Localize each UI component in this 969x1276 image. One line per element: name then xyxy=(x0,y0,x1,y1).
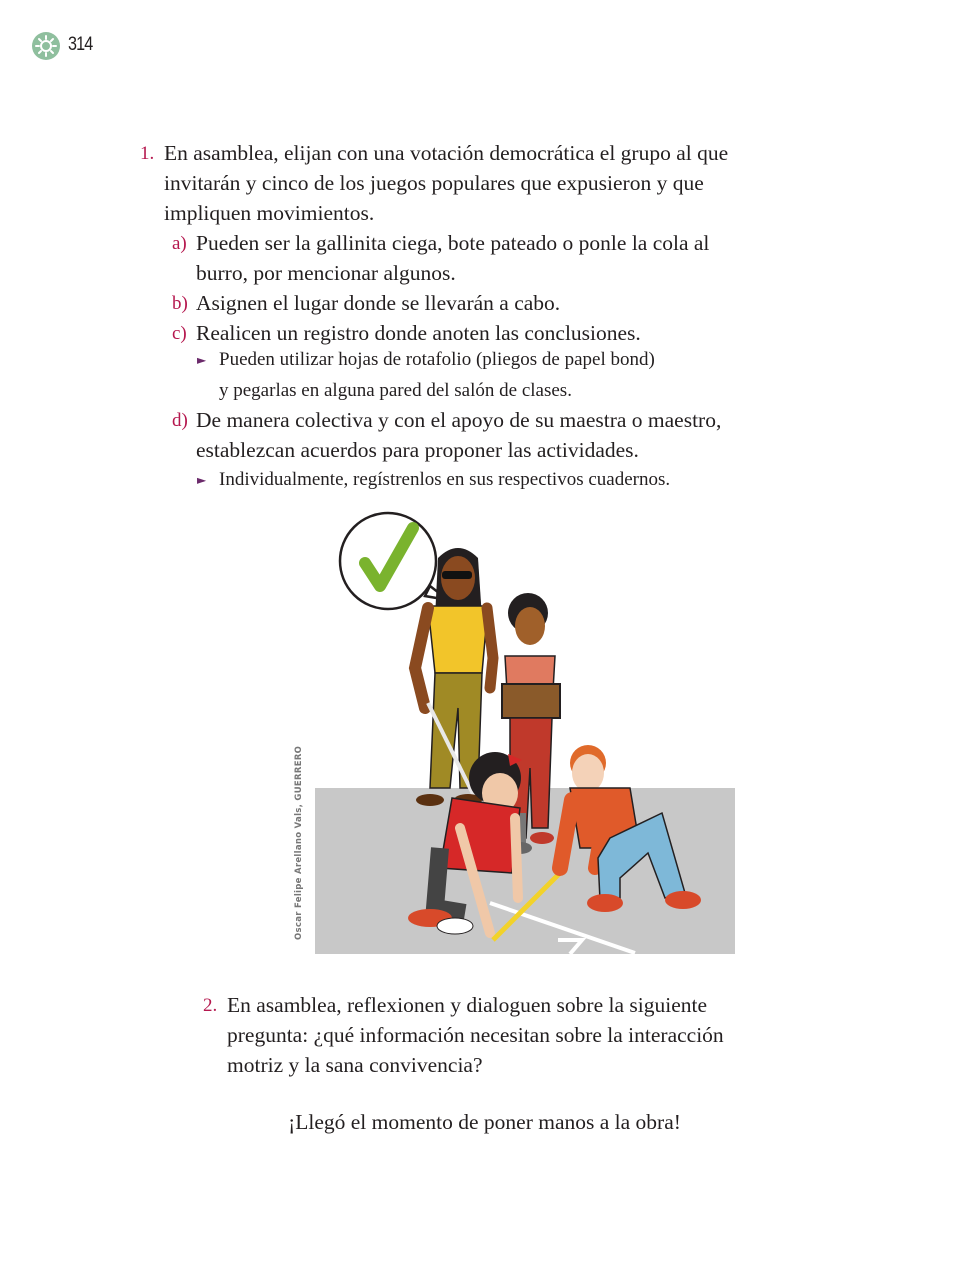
bullet-arrow-icon: ► xyxy=(197,353,207,367)
sub-d-line-2: establezcan acuerdos para proponer las actividades. xyxy=(196,438,639,462)
item1-line-3: impliquen movimientos. xyxy=(164,201,375,225)
item2-line-1: En asamblea, reflexionen y dialoguen sobre la siguiente xyxy=(227,993,708,1017)
sub-marker-d: d) xyxy=(172,410,188,431)
sub-marker-b: b) xyxy=(172,293,188,314)
section-badge-icon xyxy=(32,32,60,60)
item2-line-3: motriz y la sana convivencia? xyxy=(227,1053,483,1077)
sub-c-line-1: Realicen un registro donde anoten las conclusiones. xyxy=(196,321,641,345)
item1-line-1: En asamblea, elijan con una votación democrática el grupo al que xyxy=(164,141,729,165)
sub-d-bullet-line-1: Individualmente, regístrenlos en sus respectivos cuadernos. xyxy=(219,469,671,490)
page-number: 314 xyxy=(68,34,93,55)
sub-c-bullet-line-2: y pegarlas en alguna pared del salón de clases. xyxy=(219,380,572,401)
checkmark-bubble-icon xyxy=(340,513,448,609)
illustration-credit: Oscar Felipe Arellano Vals, GUERRERO xyxy=(294,745,304,940)
item1-line-2: invitarán y cinco de los juegos populares que expusieron y que xyxy=(164,171,704,195)
sub-marker-a: a) xyxy=(172,233,187,254)
illustration xyxy=(290,508,740,958)
closing-sentence: ¡Llegó el momento de poner manos a la obra! xyxy=(288,1110,681,1134)
sub-c-bullet-line-1: Pueden utilizar hojas de rotafolio (pliegos de papel bond) xyxy=(219,349,655,370)
item2-line-2: pregunta: ¿qué información necesitan sobre la interacción xyxy=(227,1023,724,1047)
sub-a-line-2: burro, por mencionar algunos. xyxy=(196,261,456,285)
sub-b-line-1: Asignen el lugar donde se llevarán a cabo. xyxy=(196,291,561,315)
sub-d-line-1: De manera colectiva y con el apoyo de su maestra o maestro, xyxy=(196,408,722,432)
list-marker-2: 2. xyxy=(203,995,218,1016)
bullet-arrow-icon: ► xyxy=(197,473,207,487)
sub-a-line-1: Pueden ser la gallinita ciega, bote pateado o ponle la cola al xyxy=(196,231,710,255)
list-marker-1: 1. xyxy=(140,143,155,164)
sub-marker-c: c) xyxy=(172,323,187,344)
